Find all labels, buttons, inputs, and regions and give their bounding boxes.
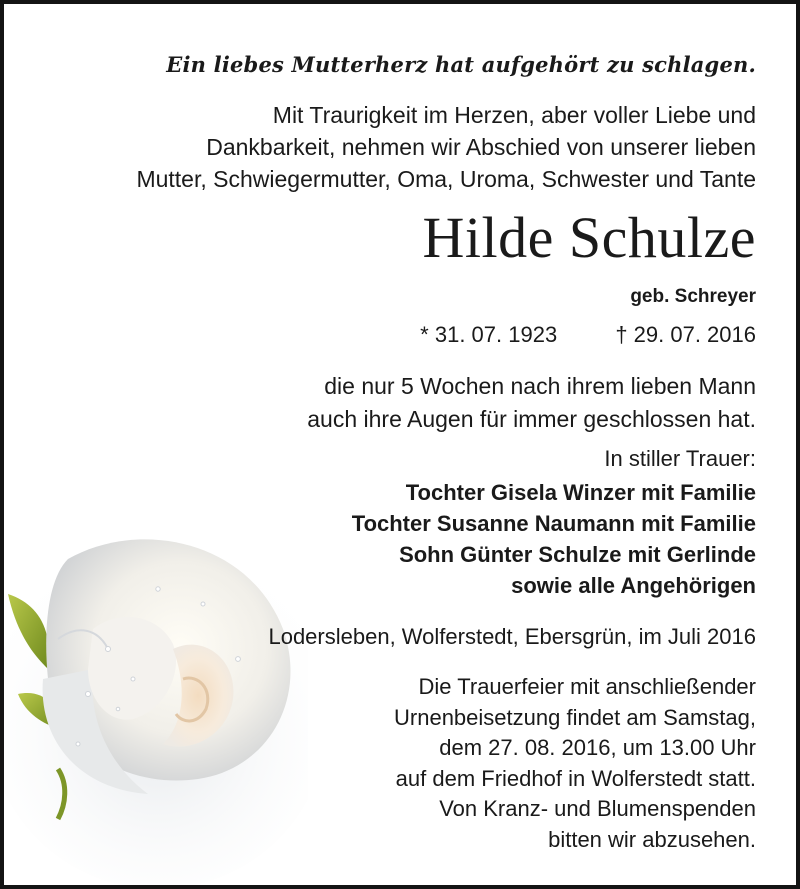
service-info <box>394 672 756 855</box>
life-dates <box>420 322 756 348</box>
maiden-name: geb. Schreyer <box>630 286 756 307</box>
remark-text <box>307 370 756 436</box>
place-date: Lodersleben, Wolferstedt, Ebersgrün, im Juli 2016 <box>268 624 756 649</box>
service-line: bitten wir abzusehen. <box>548 826 756 852</box>
intro-line: Mit Traurigkeit im Herzen, aber voller Liebe und <box>272 102 756 128</box>
service-line: Von Kranz- und Blumenspenden <box>439 796 756 821</box>
intro-line: Mutter, Schwiegermutter, Oma, Uroma, Schwester und Tante <box>136 166 756 192</box>
death-date: † 29. 07. 2016 <box>615 322 756 347</box>
notice-heading: Ein liebes Mutterherz hat aufgehört zu schlagen. <box>166 52 756 77</box>
family-line: Tochter Susanne Naumann mit Familie <box>351 511 756 536</box>
service-line: Die Trauerfeier mit anschließender <box>418 674 756 699</box>
intro-text <box>136 99 756 195</box>
family-line: sowie alle Angehörigen <box>511 573 756 598</box>
service-line: auf dem Friedhof in Wolferstedt statt. <box>395 765 756 791</box>
intro-line: Dankbarkeit, nehmen wir Abschied von unserer lieben <box>206 134 756 160</box>
service-line: Urnenbeisetzung findet am Samstag, <box>394 704 756 730</box>
family-line: Sohn Günter Schulze mit Gerlinde <box>399 542 756 567</box>
mourning-label: In stiller Trauer: <box>604 446 756 471</box>
birth-date: * 31. 07. 1923 <box>420 322 558 347</box>
deceased-name: Hilde Schulze <box>422 205 756 270</box>
service-line: dem 27. 08. 2016, um 13.00 Uhr <box>439 735 756 760</box>
family-list <box>352 477 756 601</box>
white-rose-icon <box>0 519 308 889</box>
remark-line: auch ihre Augen für immer geschlossen hat. <box>307 406 756 432</box>
remark-line: die nur 5 Wochen nach ihrem lieben Mann <box>324 373 756 399</box>
family-line: Tochter Gisela Winzer mit Familie <box>405 480 756 505</box>
